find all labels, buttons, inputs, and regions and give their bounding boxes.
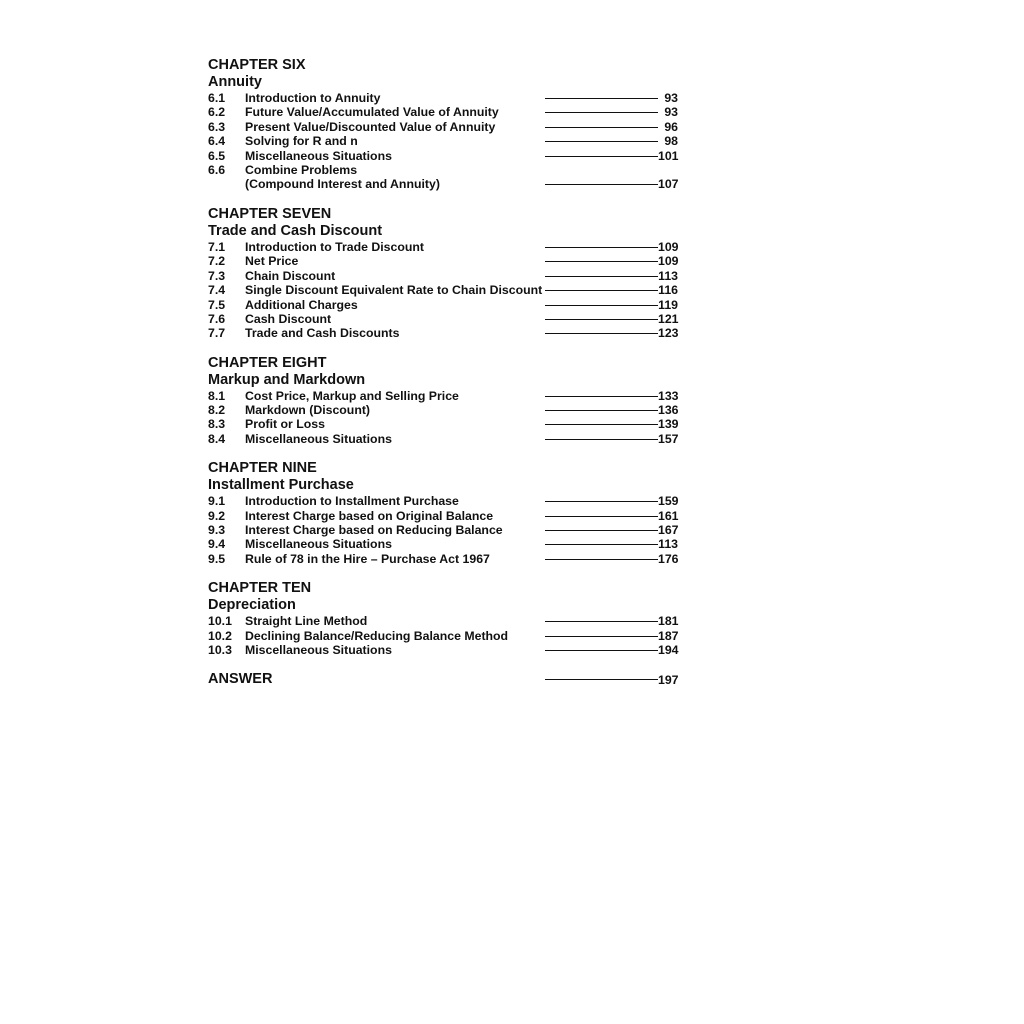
entry-title: Introduction to Trade Discount	[245, 239, 424, 254]
entry-page-number: 93	[664, 91, 678, 105]
entry-page-number: 96	[664, 119, 678, 134]
entry-page-number: 161	[658, 508, 679, 523]
entry-title: Cash Discount	[245, 311, 332, 326]
leader-line	[545, 424, 658, 425]
leader-line	[545, 98, 658, 99]
toc-entry[interactable]	[208, 120, 688, 134]
entry-page-number: 181	[658, 614, 679, 629]
leader-line	[545, 156, 658, 157]
entry-page-number: 187	[658, 628, 679, 643]
toc-entry[interactable]	[208, 537, 688, 551]
leader-line	[545, 410, 658, 411]
entry-page-number: 194	[658, 642, 679, 657]
toc-entry[interactable]	[208, 312, 688, 326]
entry-number: 7.2	[208, 254, 226, 269]
chapter-title: CHAPTER SIX	[208, 57, 306, 73]
entry-page-number: 101	[658, 148, 679, 163]
leader-line	[545, 396, 658, 397]
toc-entry[interactable]	[208, 432, 688, 446]
leader-line	[545, 112, 658, 113]
leader-line	[545, 141, 658, 142]
leader-line	[545, 261, 658, 262]
entry-title: (Compound Interest and Annuity)	[245, 177, 440, 192]
entry-number: 8.3	[208, 417, 226, 432]
entry-title: Cost Price, Markup and Selling Price	[245, 388, 459, 403]
answer-page-number: 197	[658, 673, 679, 688]
entry-number: 6.5	[208, 148, 226, 163]
entry-number: 6.4	[208, 134, 226, 149]
chapter-subtitle: Markup and Markdown	[208, 371, 366, 388]
leader-line	[545, 559, 658, 560]
entry-number: 8.2	[208, 403, 226, 418]
toc-entry[interactable]	[208, 105, 688, 119]
leader-line	[545, 530, 658, 531]
chapter-subtitle: Annuity	[208, 74, 262, 90]
leader-line	[545, 621, 658, 622]
entry-title: Rule of 78 in the Hire – Purchase Act 1967	[245, 551, 490, 566]
entry-number: 7.1	[208, 239, 226, 254]
answer-leader-line	[545, 679, 658, 680]
chapter-subtitle: Depreciation	[208, 597, 296, 614]
entry-page-number: 176	[658, 551, 679, 566]
toc-entry[interactable]	[208, 298, 688, 312]
toc-entry[interactable]	[208, 629, 688, 643]
entry-page-number: 121	[658, 311, 679, 326]
entry-title: Introduction to Annuity	[245, 91, 381, 105]
entry-page-number: 93	[664, 105, 678, 120]
entry-number: 7.6	[208, 311, 226, 326]
entry-title: Trade and Cash Discounts	[245, 326, 400, 341]
leader-line	[545, 544, 658, 545]
toc-entry[interactable]	[208, 643, 688, 657]
entry-page-number: 167	[658, 523, 679, 538]
leader-line	[545, 319, 658, 320]
chapter-subtitle: Trade and Cash Discount	[208, 222, 383, 239]
entry-title: Miscellaneous Situations	[245, 148, 392, 163]
toc-entry[interactable]	[208, 283, 688, 297]
entry-title: Miscellaneous Situations	[245, 537, 392, 552]
entry-title: Single Discount Equivalent Rate to Chain Discount	[245, 283, 543, 298]
entry-title: Profit or Loss	[245, 417, 325, 432]
entry-number: 7.5	[208, 297, 226, 312]
toc-entry[interactable]	[208, 177, 688, 192]
chapter-block	[208, 355, 688, 447]
toc-entry[interactable]	[208, 269, 688, 283]
leader-line	[545, 636, 658, 637]
entry-number: 6.6	[208, 162, 226, 177]
entry-title: Straight Line Method	[245, 614, 368, 629]
entry-title: Present Value/Discounted Value of Annuity	[245, 119, 496, 134]
entry-number: 9.2	[208, 508, 226, 523]
chapter-block	[208, 57, 688, 192]
entry-title: Interest Charge based on Original Balance	[245, 508, 494, 523]
entry-number: 10.1	[208, 614, 232, 629]
entry-number: 6.1	[208, 91, 226, 105]
leader-line	[545, 305, 658, 306]
toc-entry[interactable]	[208, 523, 688, 537]
entry-page-number: 109	[658, 254, 679, 269]
leader-line	[545, 184, 658, 185]
entry-page-number: 159	[658, 494, 679, 509]
entry-title: Interest Charge based on Reducing Balance	[245, 523, 503, 538]
answer-row	[208, 671, 688, 689]
table-of-contents	[208, 57, 688, 689]
entry-page-number: 98	[664, 134, 678, 149]
chapter-subtitle: Installment Purchase	[208, 477, 354, 494]
toc-entry[interactable]	[208, 326, 688, 340]
answer-label: ANSWER	[208, 671, 273, 688]
toc-entry[interactable]	[208, 91, 688, 105]
entry-title: Solving for R and n	[245, 134, 358, 149]
entry-title: Net Price	[245, 254, 299, 269]
chapter-block	[208, 206, 688, 341]
entry-page-number: 107	[658, 177, 679, 192]
entry-page-number: 119	[658, 297, 678, 312]
entry-title: Declining Balance/Reducing Balance Method	[245, 628, 509, 643]
leader-line	[545, 127, 658, 128]
entry-number: 7.7	[208, 326, 226, 341]
toc-entry[interactable]	[208, 240, 688, 254]
entry-page-number: 133	[658, 388, 679, 403]
toc-entry[interactable]	[208, 163, 688, 177]
entry-number: 9.4	[208, 537, 226, 552]
leader-line	[545, 247, 658, 248]
chapter-title: CHAPTER TEN	[208, 580, 312, 597]
entry-title: Miscellaneous Situations	[245, 642, 392, 657]
leader-line	[545, 439, 658, 440]
entry-page-number: 157	[658, 431, 679, 446]
entry-page-number: 113	[658, 268, 678, 283]
leader-line	[545, 516, 658, 517]
chapter-list	[208, 57, 688, 657]
entry-title: Miscellaneous Situations	[245, 431, 392, 446]
entry-number: 7.4	[208, 283, 226, 298]
leader-line	[545, 290, 658, 291]
toc-entry[interactable]	[208, 149, 688, 163]
entry-number: 6.2	[208, 105, 226, 120]
chapter-block	[208, 460, 688, 566]
entry-title: Introduction to Installment Purchase	[245, 494, 459, 509]
entry-number: 6.3	[208, 119, 226, 134]
entry-title: Chain Discount	[245, 268, 336, 283]
entry-page-number: 113	[658, 537, 678, 552]
leader-line	[545, 276, 658, 277]
entry-number: 8.1	[208, 388, 226, 403]
toc-entry[interactable]	[208, 614, 688, 628]
toc-entry[interactable]	[208, 254, 688, 268]
entry-page-number: 139	[658, 417, 679, 432]
entry-page-number: 123	[658, 326, 679, 341]
entry-number: 9.3	[208, 523, 226, 538]
chapter-block	[208, 580, 688, 657]
entry-title: Future Value/Accumulated Value of Annuity	[245, 105, 499, 120]
entry-number: 8.4	[208, 431, 226, 446]
chapter-title: CHAPTER SEVEN	[208, 205, 332, 222]
entry-number: 10.3	[208, 642, 232, 657]
entry-page-number: 136	[658, 403, 679, 418]
leader-line	[545, 650, 658, 651]
entry-title: Additional Charges	[245, 297, 358, 312]
entry-title: Combine Problems	[245, 162, 358, 177]
toc-entry[interactable]	[208, 134, 688, 148]
toc-entry[interactable]	[208, 403, 688, 417]
entry-number: 7.3	[208, 268, 226, 283]
entry-page-number: 109	[658, 239, 679, 254]
entry-page-number: 116	[658, 283, 678, 298]
toc-entry[interactable]	[208, 389, 688, 403]
toc-entry[interactable]	[208, 509, 688, 523]
entry-number: 9.1	[208, 494, 226, 509]
entry-number: 9.5	[208, 551, 226, 566]
entry-title: Markdown (Discount)	[245, 403, 371, 418]
toc-entry[interactable]	[208, 494, 688, 508]
chapter-title: CHAPTER NINE	[208, 460, 317, 477]
leader-line	[545, 333, 658, 334]
toc-entry[interactable]	[208, 417, 688, 431]
toc-entry[interactable]	[208, 552, 688, 566]
chapter-title: CHAPTER EIGHT	[208, 354, 327, 371]
entry-number: 10.2	[208, 628, 232, 643]
leader-line	[545, 501, 658, 502]
